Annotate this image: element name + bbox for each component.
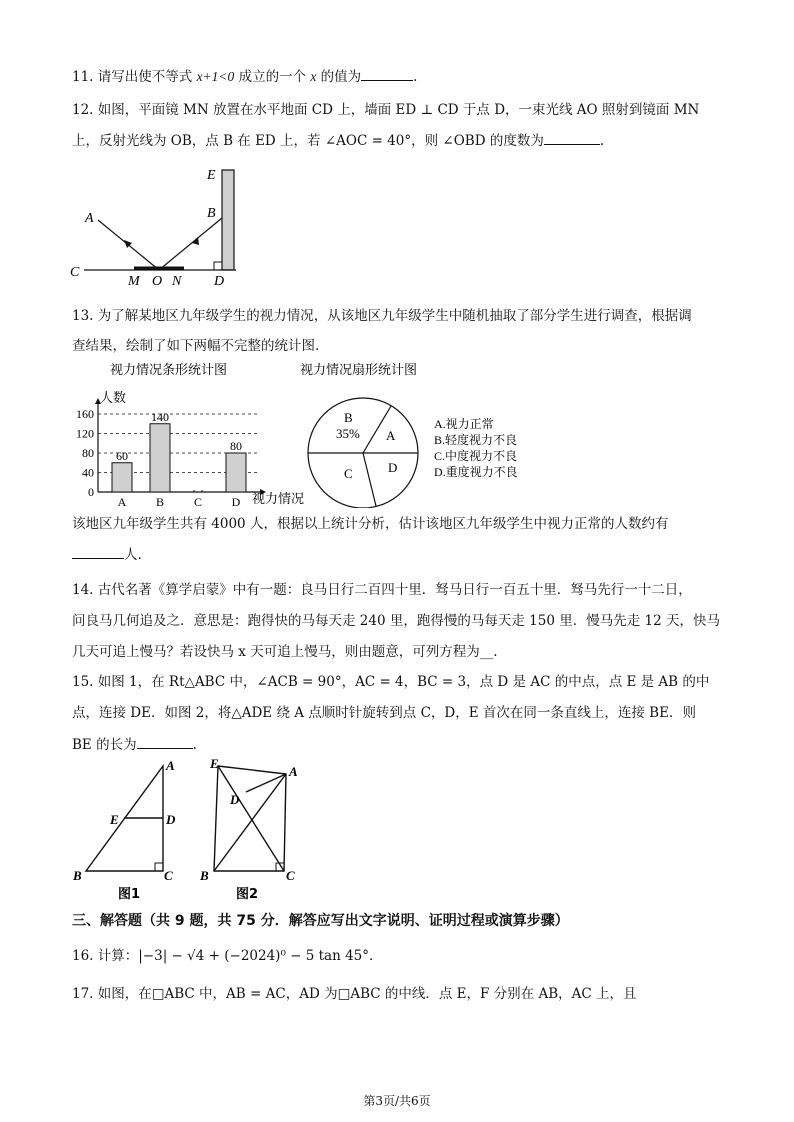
pie-legend-b: B.轻度视力不良 bbox=[434, 433, 518, 447]
figure-1 bbox=[68, 756, 178, 906]
y-tick-label: 40 bbox=[82, 465, 94, 480]
y-tick-label: 80 bbox=[82, 446, 94, 460]
q15-answer-blank[interactable] bbox=[137, 734, 193, 749]
y-tick-label: 160 bbox=[76, 407, 94, 421]
fig2-caption: 图2 bbox=[236, 887, 259, 902]
q12-line2-text: 上，反射光线为 OB，点 B 在 ED 上，若 ∠AOC = 40°，则 ∠OBD 的度数为 bbox=[72, 133, 544, 149]
fig1-caption: 图1 bbox=[118, 887, 141, 902]
label-m: M bbox=[128, 274, 140, 289]
q15-line3 bbox=[72, 734, 197, 755]
label-a: A bbox=[85, 211, 94, 226]
pie-label-b: B bbox=[344, 410, 353, 425]
pie-legend-d: D.重度视力不良 bbox=[434, 465, 518, 479]
q12-end: . bbox=[599, 133, 605, 149]
bar-value-label: 80 bbox=[230, 439, 242, 453]
pie-legend-c: C.中度视力不良 bbox=[434, 449, 518, 463]
q11-text-a: 11. 请写出使不等式 bbox=[72, 69, 197, 85]
f2-label-d: D bbox=[230, 792, 240, 807]
label-o: O bbox=[152, 274, 163, 289]
q11-inequality: x+1<0 bbox=[196, 69, 235, 84]
q12-line1: 12. 如图，平面镜 MN 放置在水平地面 CD 上，墙面 ED ⊥ CD 于点 D，一束光线 AO 照射到镜面 MN bbox=[72, 102, 700, 118]
q16-line: 16. 计算：|−3| − √4 + (−2024)⁰ − 5 tan 45°． bbox=[72, 948, 383, 964]
pie-legend-a: A.视力正常 bbox=[434, 417, 494, 431]
q15-end: . bbox=[192, 737, 197, 753]
q14-line3: 几天可追上慢马？若设快马 x 天可追上慢马，则由题意，可列方程为__. bbox=[72, 644, 498, 660]
wall bbox=[222, 170, 234, 270]
figure-2 bbox=[196, 756, 316, 906]
right-angle-c bbox=[155, 863, 163, 871]
bar-A bbox=[112, 463, 132, 492]
q17-line: 17. 如图，在□ABC 中，AB = AC，AD 为□ABC 的中线．点 E，F 分别在 AB，AC 上，且 bbox=[72, 986, 637, 1002]
q13-line4-end: 人. bbox=[124, 547, 142, 563]
q11-end: . bbox=[413, 69, 418, 85]
q14-line1: 14. 古代名著《算学启蒙》中有一题：良马日行二百四十里．驽马日行一百五十里．驽马先行一十二日， bbox=[72, 582, 692, 598]
q12-answer-blank[interactable] bbox=[544, 130, 600, 145]
bar-chart-xlabel: 视力情况 bbox=[252, 492, 305, 507]
segment-ec bbox=[218, 766, 284, 871]
label-b: B bbox=[207, 206, 216, 221]
q11-answer-blank[interactable] bbox=[361, 66, 413, 81]
q13-line2: 查结果，绘制了如下两幅不完整的统计图. bbox=[72, 338, 320, 354]
bar-chart bbox=[60, 358, 320, 508]
q13-line3: 该地区九年级学生共有 4000 人，根据以上统计分析，估计该地区九年级学生中视力正常的人数约有 bbox=[72, 516, 669, 532]
quad-eacb bbox=[214, 766, 286, 871]
page-footer: 第3页/共6页 bbox=[363, 1094, 431, 1108]
label-d: D bbox=[214, 274, 225, 289]
x-tick-label: B bbox=[155, 495, 165, 508]
pie-label-c: C bbox=[344, 466, 353, 481]
bar-chart-bars bbox=[112, 410, 246, 508]
mirror-figure bbox=[66, 160, 256, 290]
pie-label-d: D bbox=[388, 460, 398, 475]
label-c: C bbox=[70, 265, 80, 280]
q11-line bbox=[72, 66, 417, 87]
f1-label-d: D bbox=[166, 812, 176, 827]
f2-label-e: E bbox=[210, 756, 219, 771]
bar-B bbox=[150, 424, 170, 492]
f1-label-b: B bbox=[73, 868, 82, 883]
right-angle-mark bbox=[214, 262, 222, 270]
f2-label-a: A bbox=[289, 764, 298, 779]
x-tick-label: D bbox=[231, 495, 241, 508]
f1-label-e: E bbox=[110, 812, 119, 827]
y-tick-label: 0 bbox=[88, 485, 94, 499]
label-n: N bbox=[172, 274, 182, 289]
bar-value-label: 60 bbox=[116, 448, 128, 463]
q15-line2: 点，连接 DE．如图 2，将△ADE 绕 A 点顺时针旋转到点 C，D，E 首次在同一条直线上，连接 BE．则 bbox=[72, 705, 696, 721]
ray-ob bbox=[159, 218, 222, 270]
q11-text-b: 成立的一个 bbox=[234, 69, 311, 85]
q13-line4 bbox=[72, 544, 142, 565]
q13-line1: 13. 为了解某地区九年级学生的视力情况，从该地区九年级学生中随机抽取了部分学生进行调查，根据调 bbox=[72, 308, 692, 324]
q15-line3-text: BE 的长为 bbox=[72, 737, 137, 753]
section-3-heading: 三、解答题（共 9 题，共 75 分．解答应写出文字说明、证明过程或演算步骤） bbox=[72, 913, 569, 929]
label-e: E bbox=[207, 168, 216, 183]
bar-D bbox=[226, 453, 246, 492]
f2-label-c: C bbox=[286, 868, 295, 883]
arrow-ob-icon bbox=[192, 237, 199, 245]
q11-var: x bbox=[310, 69, 317, 84]
x-tick-label: A bbox=[117, 495, 127, 508]
q14-line2: 问良马几何追及之．意思是：跑得快的马每天走 240 里，跑得慢的马每天走 150 里．慢马先走 12 天，快马 bbox=[72, 613, 720, 629]
x-tick-label: C bbox=[193, 495, 203, 508]
bar-chart-title: 视力情况条形统计图 bbox=[110, 363, 228, 378]
f1-label-c: C bbox=[164, 868, 173, 883]
pie-percent-b: 35% bbox=[336, 426, 360, 441]
q12-line2 bbox=[72, 130, 604, 151]
pie-label-a: A bbox=[386, 428, 396, 443]
bar-value-label: 140 bbox=[151, 409, 169, 424]
pie-chart bbox=[296, 358, 556, 508]
q11-text-c: 的值为 bbox=[316, 69, 362, 85]
pie-divider-cd bbox=[363, 453, 376, 506]
f2-label-b: B bbox=[200, 868, 209, 883]
bar-chart-ylabel: 人数 bbox=[100, 391, 127, 406]
q13-answer-blank[interactable] bbox=[72, 544, 124, 559]
pie-chart-title: 视力情况扇形统计图 bbox=[300, 363, 418, 378]
q15-line1: 15. 如图 1，在 Rt△ABC 中，∠ACB = 90°，AC = 4，BC = 3，点 D 是 AC 的中点，点 E 是 AB 的中 bbox=[72, 674, 710, 690]
y-tick-label: 120 bbox=[76, 426, 94, 441]
f1-label-a: A bbox=[166, 758, 175, 773]
